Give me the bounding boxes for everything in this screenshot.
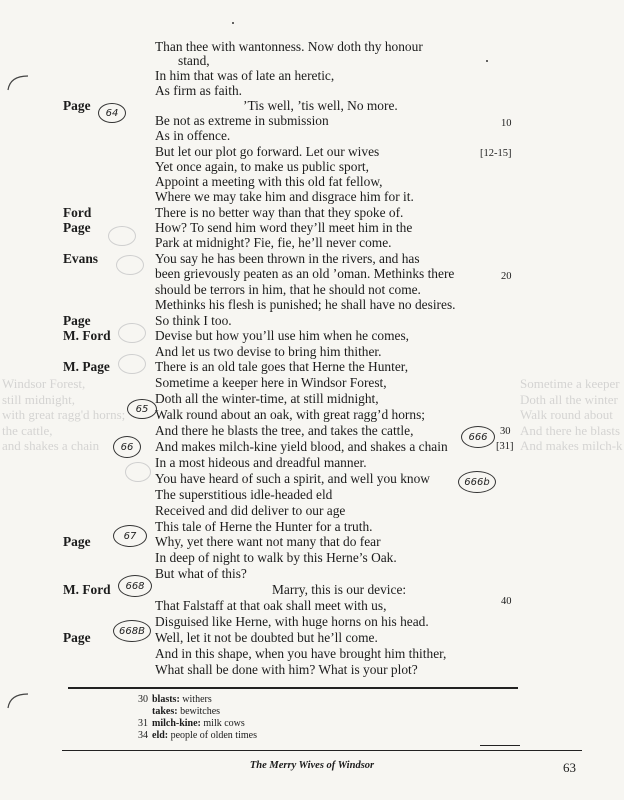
script-line: Received and did deliver to our age <box>155 503 346 518</box>
script-line: This tale of Herne the Hunter for a truth. <box>155 519 373 534</box>
page-number: 63 <box>563 760 576 775</box>
footnote-number: 30 <box>138 694 148 705</box>
script-line: Be not as extreme in submission <box>155 113 329 128</box>
script-line: The superstitious idle-headed eld <box>155 487 333 502</box>
speaker-m-page: M. Page <box>63 359 110 374</box>
speck <box>232 22 234 24</box>
script-line: ’Tis well, ’tis well, No more. <box>243 98 398 113</box>
script-line: Disguised like Herne, with huge horns on his head. <box>155 614 429 629</box>
speaker-m-ford: M. Ford <box>63 328 111 343</box>
binder-hole-mark-top <box>6 72 30 92</box>
line-number: 30 <box>500 426 511 437</box>
ghost-text: Sometime a keeper <box>520 376 620 391</box>
ghost-text: the cattle, <box>2 422 53 438</box>
ghost-text: Windsor Forest, <box>2 376 86 391</box>
footnote <box>138 718 245 730</box>
line-number: [31] <box>496 441 514 452</box>
script-line: And let us two devise to bring him thither. <box>155 344 382 359</box>
circled-note-66: 66 <box>113 436 141 458</box>
script-line: In a most hideous and dreadful manner. <box>155 455 367 470</box>
faint-circle-mark <box>118 323 146 343</box>
script-line: In him that was of late an heretic, <box>155 68 335 83</box>
script-line: Marry, this is our device: <box>272 582 407 597</box>
footnote-number: 31 <box>138 718 148 729</box>
footnote-rule <box>68 687 518 689</box>
script-line: And in this shape, when you have brought him thither, <box>155 646 447 661</box>
script-line: Devise but how you’ll use him when he comes, <box>155 328 410 343</box>
script-line: But let our plot go forward. Let our wives <box>155 144 380 159</box>
ghost-text: with great ragg'd horns; <box>2 407 126 422</box>
footnote <box>138 730 257 742</box>
script-line: Why, yet there want not many that do fear <box>155 534 381 549</box>
footer-title: The Merry Wives of Windsor <box>249 760 375 771</box>
faint-circle-mark <box>118 354 146 374</box>
speaker-page: Page <box>63 534 91 549</box>
circled-note-668b: 668B <box>113 620 151 642</box>
script-line: But what of this? <box>155 566 247 581</box>
script-line: As firm as faith. <box>155 83 243 98</box>
script-line: You have heard of such a spirit, and well you know <box>155 471 430 486</box>
line-number: [12-15] <box>480 148 512 159</box>
footnote <box>138 694 212 706</box>
speaker-ford: Ford <box>63 205 92 220</box>
script-line: As in offence. <box>155 128 231 143</box>
footnote-gloss: people of olden times <box>170 730 257 741</box>
script-line: stand, <box>178 53 210 68</box>
script-line: How? To send him word they’ll meet him in the <box>155 220 413 235</box>
line-number: 40 <box>501 596 512 607</box>
faint-circle-mark <box>116 255 144 275</box>
ghost-text: still midnight, <box>2 391 75 407</box>
footnote-term: takes: <box>152 706 178 717</box>
script-line: Walk round about an oak, with great ragg’d horns; <box>155 407 426 422</box>
script-line: Well, let it not be doubted but he’ll come. <box>155 630 378 645</box>
script-line: Doth all the winter-time, at still midnight, <box>155 391 379 406</box>
speaker-evans: Evans <box>63 251 98 266</box>
footnote-term: milch-kine: <box>152 718 201 729</box>
script-line: Yet once again, to make us public sport, <box>155 159 369 174</box>
circled-note-64: 64 <box>98 103 126 123</box>
script-line: Methinks his flesh is punished; he shall have no desires. <box>155 297 456 312</box>
speaker-page: Page <box>63 313 91 328</box>
footnote <box>138 706 220 718</box>
faint-circle-mark <box>125 462 151 482</box>
faint-circle-mark <box>108 226 136 246</box>
speaker-page: Page <box>63 630 91 645</box>
circled-note-666: 666 <box>461 426 495 448</box>
ghost-text: and shakes a chain <box>2 438 100 453</box>
script-line: So think I too. <box>155 313 232 328</box>
script-line: You say he has been thrown in the rivers, and has <box>155 251 420 266</box>
ghost-text: Doth all the winter <box>520 391 618 407</box>
circled-note-666b: 666b <box>458 471 496 493</box>
footer-rule <box>62 750 582 751</box>
binder-hole-mark-bottom <box>6 690 30 710</box>
speaker-page: Page <box>63 220 91 235</box>
footnote-gloss: withers <box>182 694 212 705</box>
script-line: Park at midnight? Fie, fie, he’ll never come. <box>155 235 392 250</box>
script-line: And there he blasts the tree, and takes the cattle, <box>155 423 414 438</box>
circled-note-65: 65 <box>127 399 157 419</box>
footnote-number: 34 <box>138 730 148 741</box>
footnote-gloss: milk cows <box>203 718 245 729</box>
line-number: 10 <box>501 118 512 129</box>
script-line: Appoint a meeting with this old fat fellow, <box>155 174 383 189</box>
script-line: There is no better way than that they spoke of. <box>155 205 404 220</box>
script-line: should be terrors in him, that he should not come. <box>155 282 421 297</box>
script-line: And makes milch-kine yield blood, and shakes a chain <box>155 439 448 454</box>
ghost-text: And there he blasts <box>520 422 621 438</box>
bleed-through-left <box>2 376 125 454</box>
script-line: There is an old tale goes that Herne the Hunter, <box>155 359 409 374</box>
circled-note-668: 668 <box>118 575 152 597</box>
footnote-gloss: bewitches <box>180 706 221 717</box>
script-line: Where we may take him and disgrace him for it. <box>155 189 414 204</box>
footnote-term: blasts: <box>152 694 180 705</box>
ghost-text: Walk round about <box>520 407 613 422</box>
bleed-through-right <box>520 376 623 454</box>
line-number: 20 <box>501 271 512 282</box>
speaker-m-ford: M. Ford <box>63 582 111 597</box>
script-line: What shall be done with him? What is your plot? <box>155 662 418 677</box>
footer-rule-short <box>480 745 520 746</box>
circled-note-67: 67 <box>113 525 147 547</box>
script-line: Than thee with wantonness. Now doth thy honour <box>155 39 423 54</box>
script-line: That Falstaff at that oak shall meet with us, <box>155 598 387 613</box>
script-line: In deep of night to walk by this Herne’s Oak. <box>155 550 397 565</box>
speaker-page: Page <box>63 98 91 113</box>
script-line: Sometime a keeper here in Windsor Forest, <box>155 375 387 390</box>
footnote-term: eld: <box>152 730 169 741</box>
script-line: been grievously peaten as an old ’oman. Methinks there <box>155 266 455 281</box>
ghost-text: And makes milch-k <box>520 438 623 453</box>
speck <box>486 60 488 62</box>
